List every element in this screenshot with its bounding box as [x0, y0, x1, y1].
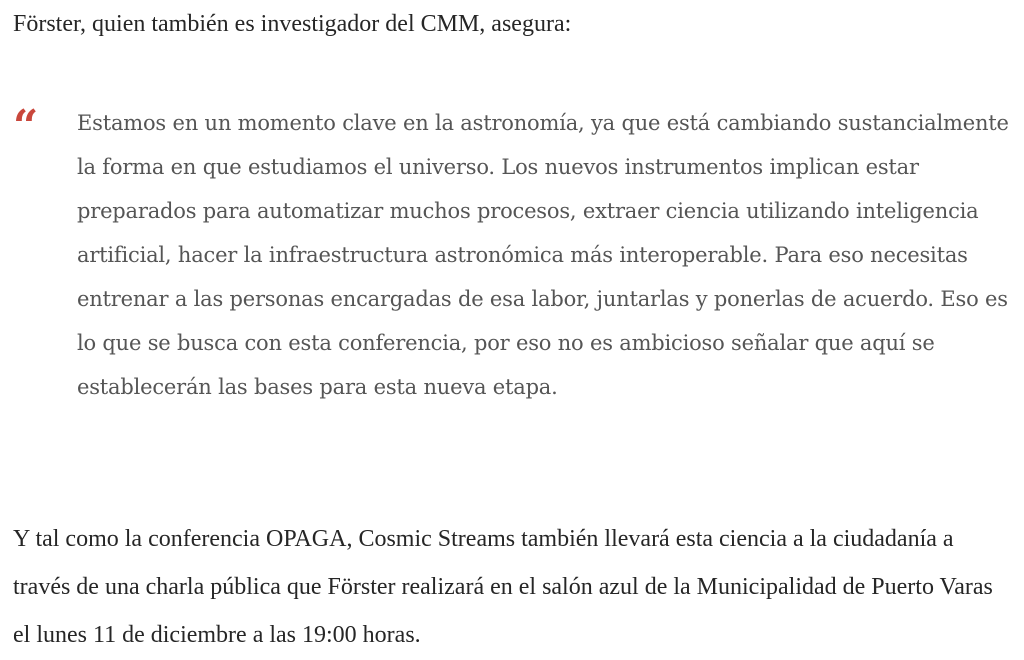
closing-paragraph: Y tal como la conferencia OPAGA, Cosmic Streams también llevará esta ciencia a la ciudadanía a través de una charla pública que Förster realizará en el salón azul de la Municipalidad de Puerto Varas el lunes 11 de diciembre a las 19:00 horas.	[13, 526, 993, 648]
quote-text: Estamos en un momento clave en la astronomía, ya que está cambiando sustancialmente la forma en que estudiamos el universo. Los nuevos instrumentos implican estar preparados para automatizar muchos procesos, extraer ciencia utilizando inteligencia artificial, hacer la infraestructura astronómica más interoperable. Para eso necesitas entrenar a las personas encargadas de esa labor, juntarlas y ponerlas de acuerdo. Eso es lo que se busca con esta conferencia, por eso no es ambicioso señalar que aquí se establecerán las bases para esta nueva etapa.	[77, 111, 1009, 399]
blockquote	[0, 101, 1024, 461]
quote-mark-icon: “	[13, 101, 39, 152]
intro-paragraph: Förster, quien también es investigador del CMM, asegura:	[13, 11, 572, 37]
